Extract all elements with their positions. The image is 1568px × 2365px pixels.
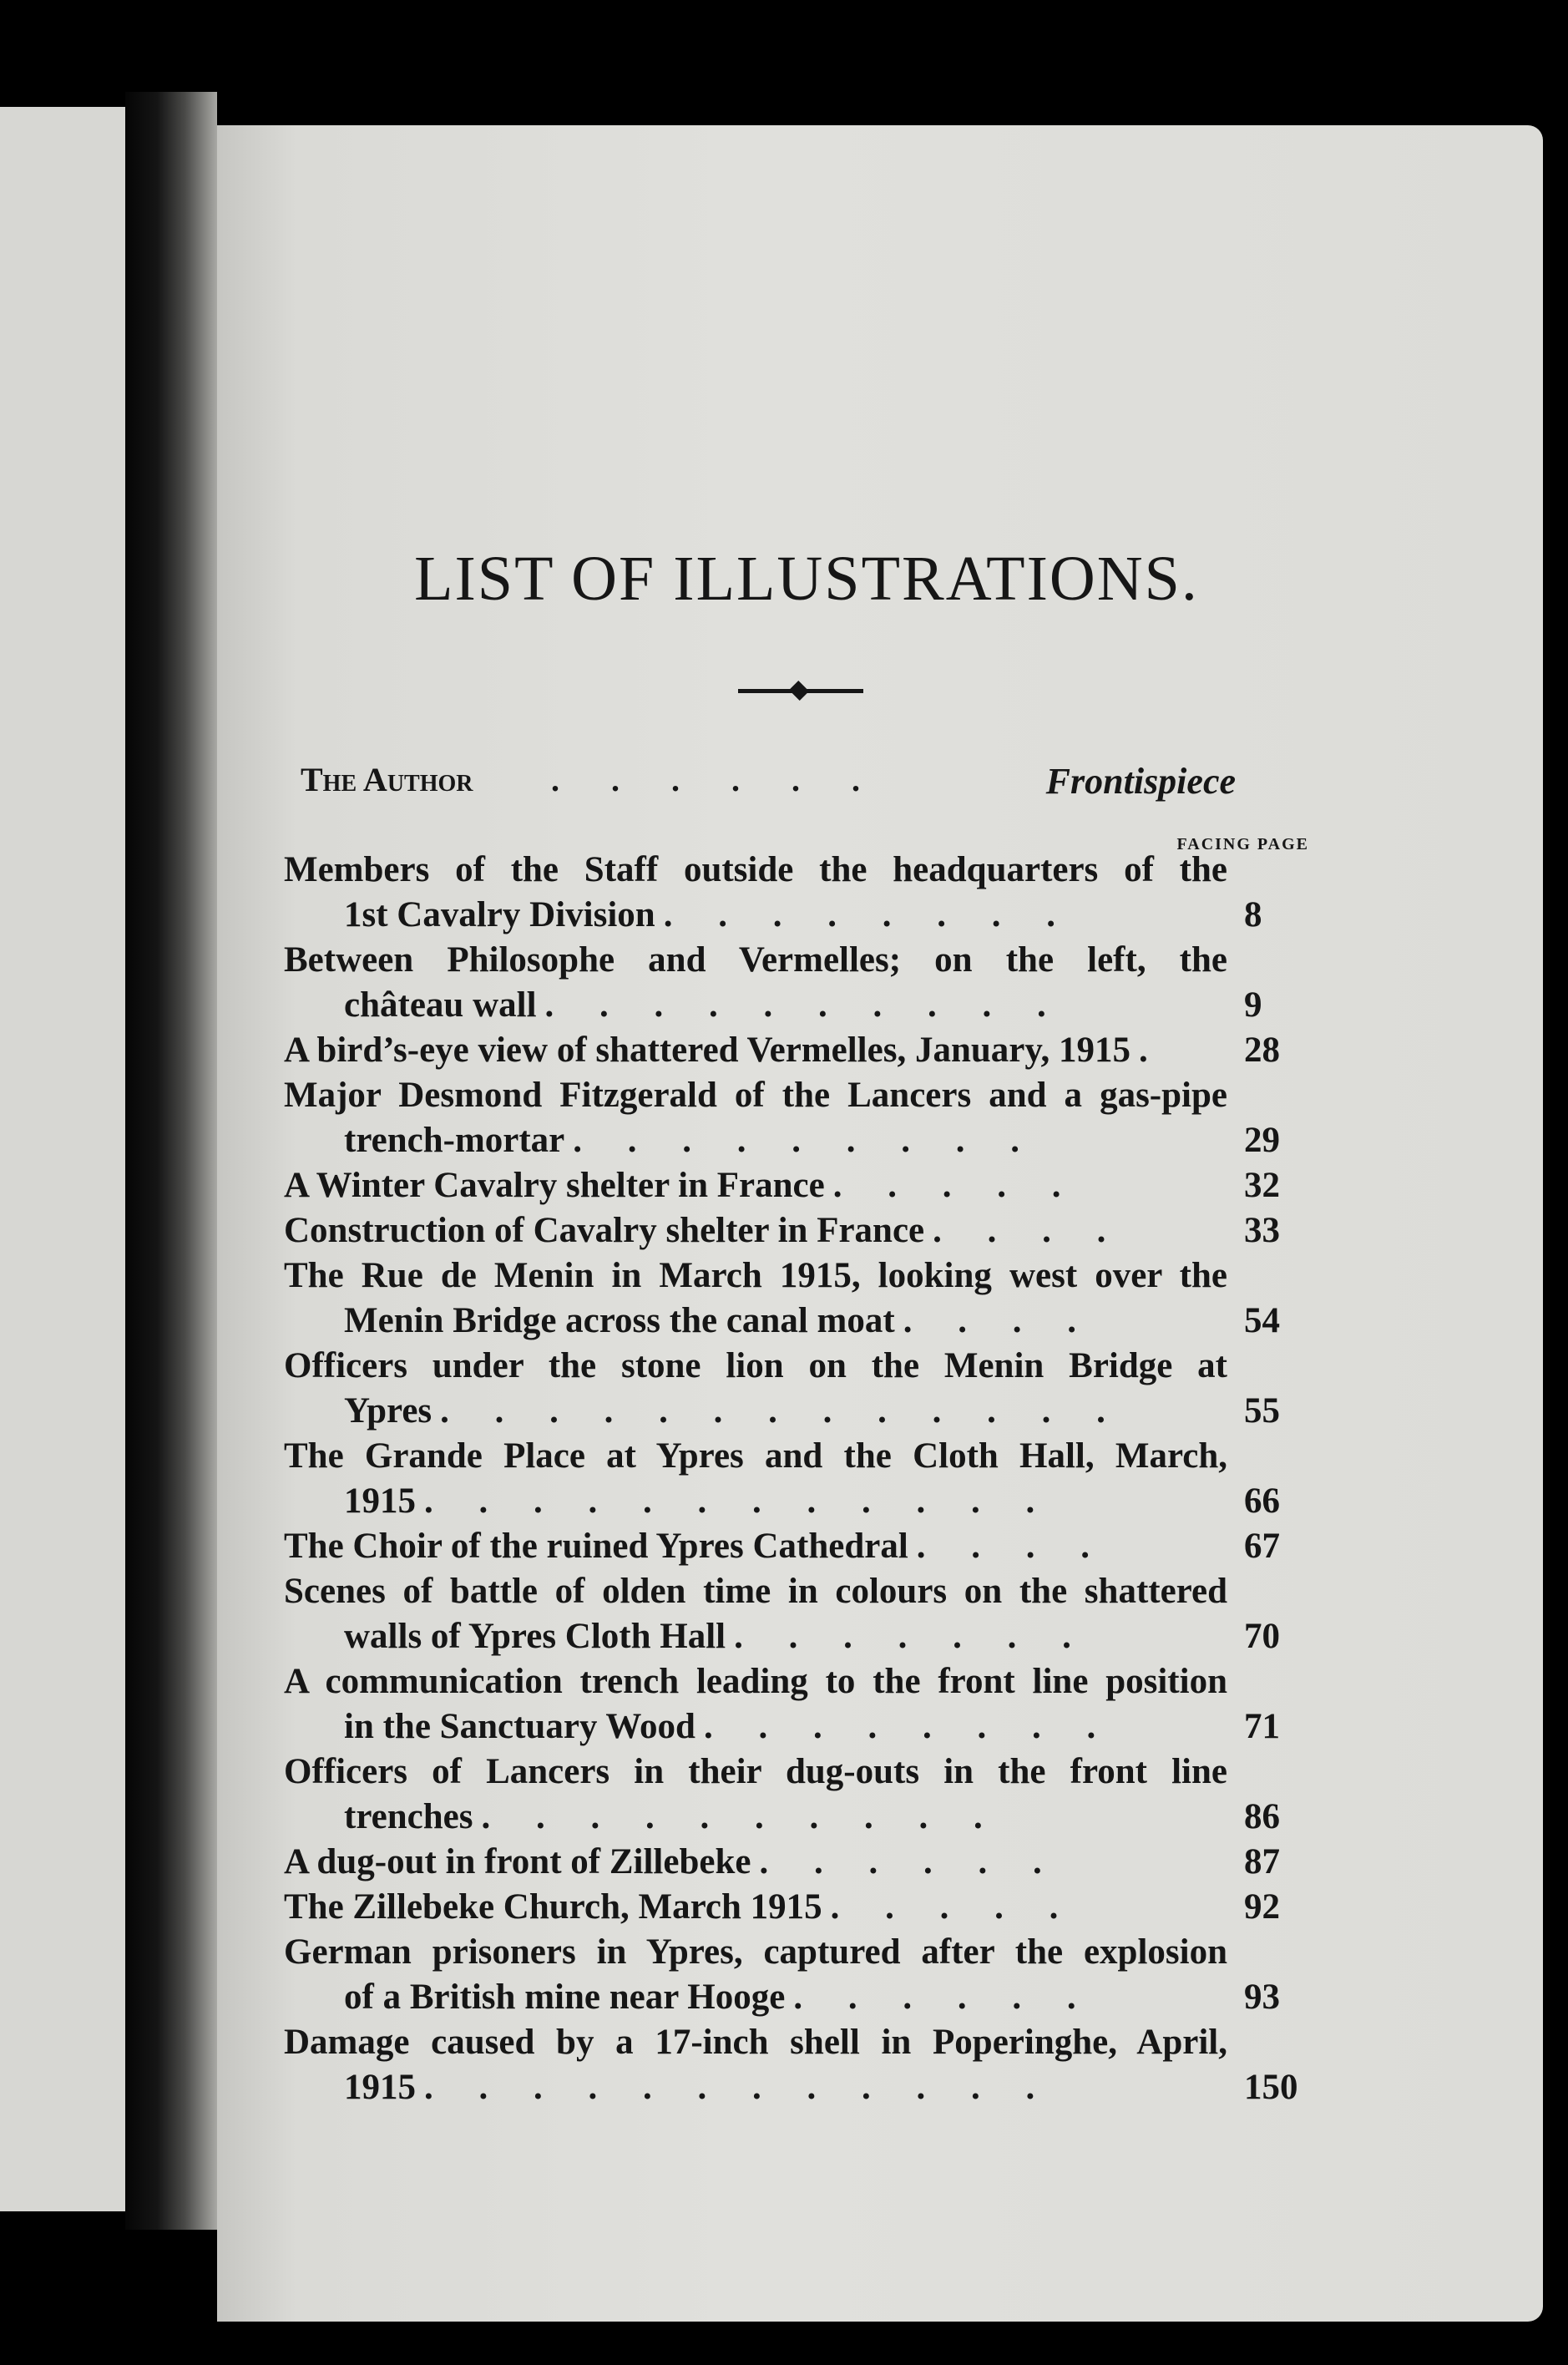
illustrations-list	[284, 848, 1319, 2110]
entry-caption-first-line: Scenes of battle of olden time in colours on the shattered	[284, 1572, 1227, 1611]
entry-leader-dots: . . . . .	[830, 1887, 1077, 1927]
entry-caption-first-line: A communication trench leading to the front line position	[284, 1662, 1227, 1701]
entry-caption-last-line: 1st Cavalry Division . . . . . . . .	[344, 895, 1074, 934]
entry-leader-dots: . . . . . . . . . . . .	[424, 1481, 1054, 1521]
entry-caption-last-line: 1915 . . . . . . . . . . . .	[344, 2068, 1054, 2107]
list-item	[284, 2020, 1319, 2110]
entry-caption-last-line: château wall . . . . . . . . . .	[344, 985, 1065, 1025]
list-item	[284, 1028, 1319, 1073]
entry-caption-first-line: The Grande Place at Ypres and the Cloth Hall, March,	[284, 1436, 1227, 1476]
list-item	[284, 1930, 1319, 2020]
list-item	[284, 1750, 1319, 1840]
entry-leader-dots: . . . . . .	[793, 1978, 1095, 2017]
facing-page-header: FACING PAGE	[1176, 835, 1309, 853]
entry-caption-first-line: Members of the Staff outside the headquarters of the	[284, 850, 1227, 889]
entry-caption-first-line: German prisoners in Ypres, captured after the explosion	[284, 1932, 1227, 1972]
entry-leader-dots: . . . . . . . . . .	[544, 985, 1065, 1025]
entry-page-number: 67	[1244, 1527, 1280, 1566]
entry-leader-dots: . . . . . . . . . .	[481, 1797, 1001, 1836]
entry-caption: A Winter Cavalry shelter in France . . . . .	[284, 1166, 1080, 1205]
entry-leader-dots: . . . . . . .	[734, 1617, 1090, 1656]
entry-leader-dots: . . . . . . . . . . . .	[424, 2068, 1054, 2107]
list-item	[284, 1208, 1319, 1253]
list-item	[284, 1344, 1319, 1434]
entry-caption: The Choir of the ruined Ypres Cathedral . . . .	[284, 1527, 1109, 1566]
entry-page-number: 150	[1244, 2068, 1298, 2107]
entry-page-number: 71	[1244, 1707, 1280, 1746]
entry-leader-dots: . . . . . . . .	[703, 1707, 1115, 1746]
entry-caption: The Zillebeke Church, March 1915 . . . . .	[284, 1887, 1077, 1927]
entry-caption-last-line: Menin Bridge across the canal moat . . . .	[344, 1301, 1095, 1340]
entry-caption-last-line: Ypres . . . . . . . . . . . . .	[344, 1391, 1124, 1431]
entry-page-number: 33	[1244, 1211, 1280, 1250]
frontispiece-leader-dots: . . . . . .	[551, 761, 882, 798]
list-item	[284, 1163, 1319, 1208]
entry-caption-first-line: The Rue de Menin in March 1915, looking west over the	[284, 1256, 1227, 1295]
entry-page-number: 92	[1244, 1887, 1280, 1927]
list-item	[284, 1840, 1319, 1885]
entry-leader-dots: . . . . .	[832, 1166, 1080, 1205]
entry-caption-last-line: trench-mortar . . . . . . . . .	[344, 1121, 1039, 1160]
entry-page-number: 87	[1244, 1842, 1280, 1881]
entry-caption: A dug-out in front of Zillebeke . . . . . .	[284, 1842, 1060, 1881]
list-item	[284, 1885, 1319, 1930]
entry-caption-first-line: Major Desmond Fitzgerald of the Lancers and a gas-pipe	[284, 1076, 1227, 1115]
entry-page-number: 54	[1244, 1301, 1280, 1340]
entry-caption-last-line: trenches . . . . . . . . . .	[344, 1797, 1001, 1836]
entry-caption-last-line: walls of Ypres Cloth Hall . . . . . . .	[344, 1617, 1090, 1656]
entry-caption-first-line: Officers of Lancers in their dug-outs in the front line	[284, 1752, 1227, 1791]
list-item	[284, 1434, 1319, 1524]
list-item	[284, 1253, 1319, 1344]
entry-leader-dots: .	[1139, 1031, 1166, 1070]
book-gutter	[125, 92, 217, 2230]
entry-page-number: 29	[1244, 1121, 1280, 1160]
facing-page-edge	[0, 107, 125, 2211]
list-item	[284, 1659, 1319, 1750]
entry-page-number: 28	[1244, 1031, 1280, 1070]
page-title: LIST OF ILLUSTRATIONS.	[414, 544, 1199, 614]
list-item	[284, 1569, 1319, 1659]
entry-caption-first-line: Damage caused by a 17-inch shell in Poperinghe, April,	[284, 2023, 1227, 2062]
frontispiece-label: The Author	[301, 761, 473, 798]
entry-caption: A bird’s-eye view of shattered Vermelles, January, 1915 .	[284, 1031, 1166, 1070]
entry-page-number: 55	[1244, 1391, 1280, 1431]
entry-page-number: 93	[1244, 1978, 1280, 2017]
entry-caption-last-line: 1915 . . . . . . . . . . . .	[344, 1481, 1054, 1521]
frontispiece-entry	[301, 760, 1236, 818]
entry-leader-dots: . . . . . .	[759, 1842, 1060, 1881]
entry-caption-last-line: of a British mine near Hooge . . . . . .	[344, 1978, 1095, 2017]
entry-page-number: 66	[1244, 1481, 1280, 1521]
list-item	[284, 848, 1319, 938]
entry-leader-dots: . . . . . . . . .	[573, 1121, 1039, 1160]
frontispiece-page: Frontispiece	[1045, 761, 1236, 802]
entry-page-number: 9	[1244, 985, 1262, 1025]
entry-leader-dots: . . . .	[903, 1301, 1095, 1340]
entry-caption-last-line: in the Sanctuary Wood . . . . . . . .	[344, 1707, 1115, 1746]
entry-page-number: 32	[1244, 1166, 1280, 1205]
entry-leader-dots: . . . . . . . . . . . . .	[440, 1391, 1124, 1431]
entry-caption-first-line: Between Philosophe and Vermelles; on the left, the	[284, 940, 1227, 980]
entry-page-number: 70	[1244, 1617, 1280, 1656]
list-item	[284, 938, 1319, 1028]
entry-caption: Construction of Cavalry shelter in France . . . .	[284, 1211, 1125, 1250]
list-item	[284, 1524, 1319, 1569]
entry-leader-dots: . . . .	[916, 1527, 1109, 1566]
entry-caption-first-line: Officers under the stone lion on the Menin Bridge at	[284, 1346, 1227, 1385]
list-item	[284, 1073, 1319, 1163]
entry-leader-dots: . . . .	[933, 1211, 1125, 1250]
entry-page-number: 86	[1244, 1797, 1280, 1836]
entry-leader-dots: . . . . . . . .	[663, 895, 1074, 934]
entry-page-number: 8	[1244, 895, 1262, 934]
